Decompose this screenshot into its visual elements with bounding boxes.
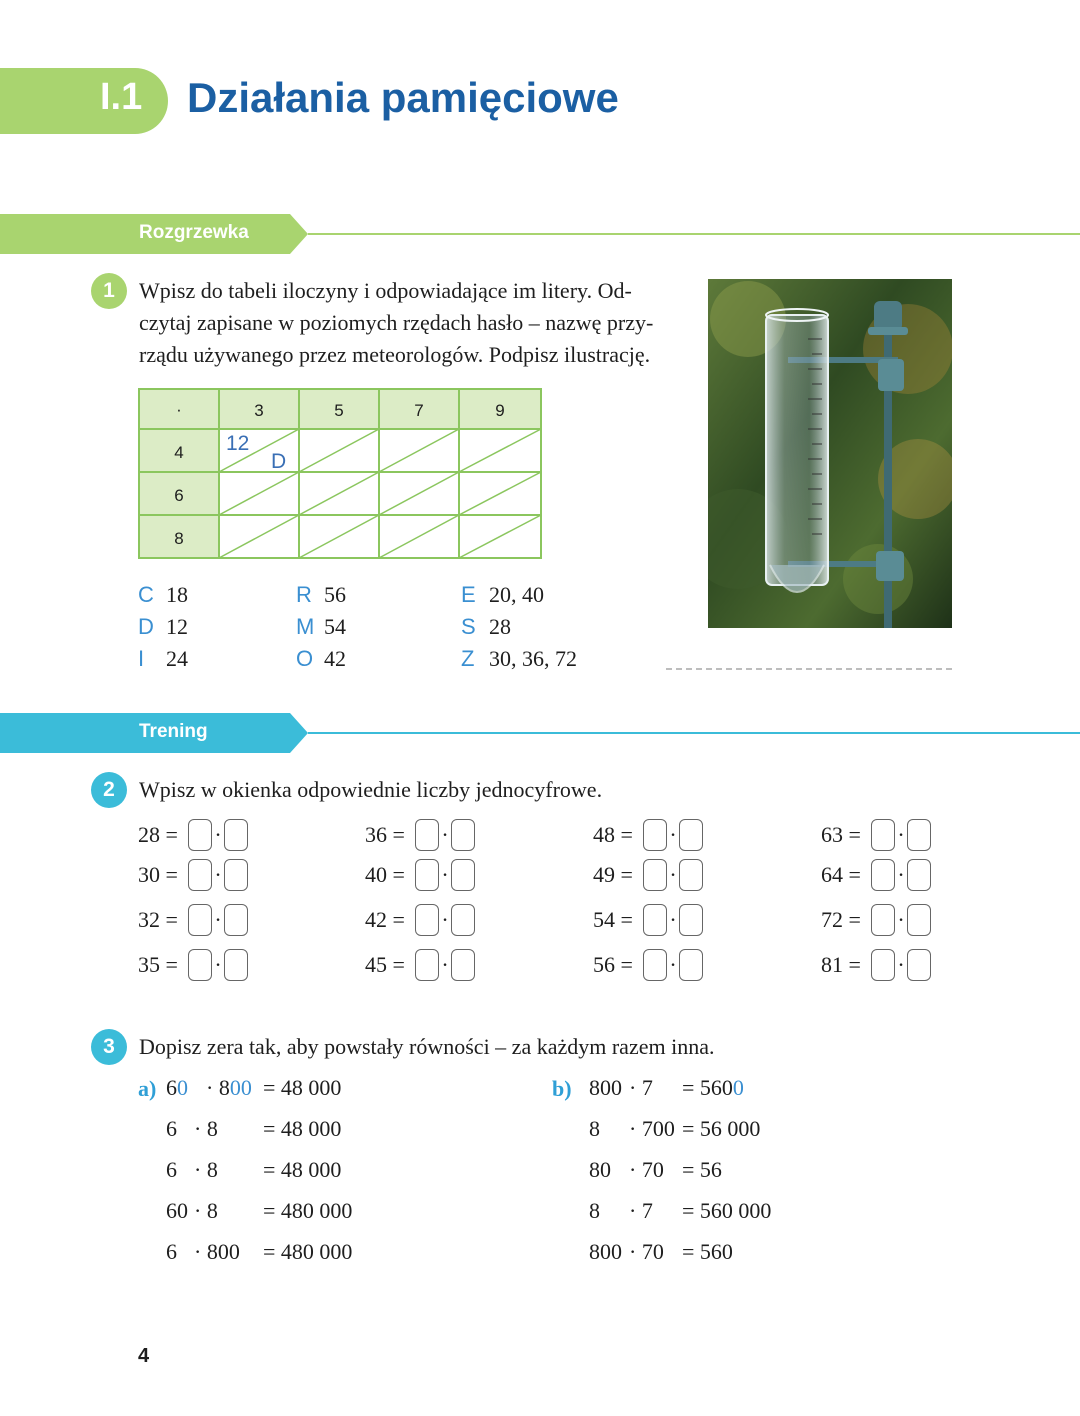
table-example-letter: D — [271, 450, 287, 473]
warmup-label: Rozgrzewka — [139, 222, 249, 243]
equation-row: 60 · 8 = 480 000 — [166, 1198, 353, 1223]
result: = 48 000 — [263, 1157, 342, 1182]
part-b-rows — [589, 1075, 771, 1280]
answer-box[interactable] — [907, 859, 931, 891]
product-value: 30 = — [138, 862, 178, 887]
table-row-header: 8 — [174, 529, 184, 548]
factor: 8 — [206, 1157, 218, 1182]
exercise-1-line: Wpisz do tabeli iloczyny i odpowiadające im litery. Od- — [139, 278, 632, 303]
factor: 70 — [641, 1239, 664, 1264]
answer-box[interactable] — [188, 819, 212, 851]
product-value: 81 = — [821, 952, 861, 977]
legend-column — [138, 582, 188, 678]
filled-zeros: 00 — [229, 1075, 252, 1100]
answer-box[interactable] — [188, 859, 212, 891]
multiply-dot: · — [897, 907, 905, 932]
exercise-3-text: Dopisz zera tak, aby powstały równości – za każdym razem inna. — [139, 1034, 715, 1059]
answer-box[interactable] — [907, 949, 931, 981]
legend-value: 42 — [324, 646, 346, 671]
multiply-dot: · — [214, 822, 222, 847]
product-value: 36 = — [365, 822, 405, 847]
product-value: 40 = — [365, 862, 405, 887]
answer-box[interactable] — [643, 904, 667, 936]
factor: 8 — [589, 1198, 600, 1223]
section-number-chip — [0, 68, 168, 134]
page-number: 4 — [138, 1345, 150, 1367]
multiply-dot: · — [897, 862, 905, 887]
part-a-rows — [166, 1075, 352, 1280]
legend-value: 30, 36, 72 — [489, 646, 577, 671]
multiply-dot: · — [669, 952, 677, 977]
equation-row: 800 · 70 = 560 — [589, 1239, 733, 1264]
result: = 48 000 — [263, 1075, 342, 1100]
factor: 8 — [218, 1075, 230, 1100]
answer-line[interactable] — [666, 668, 952, 670]
factor-column — [365, 815, 475, 985]
result: = 560 — [682, 1239, 733, 1264]
multiply-dot: · — [441, 822, 449, 847]
factor: 800 — [589, 1075, 622, 1100]
legend-letter: M — [296, 614, 315, 639]
page-title: Działania pamięciowe — [187, 74, 619, 121]
factor: 800 — [589, 1239, 622, 1264]
factor: 60 — [166, 1198, 188, 1223]
multiply-dot: · — [897, 822, 905, 847]
table-row-header: 4 — [174, 443, 184, 462]
factor: 6 — [166, 1075, 177, 1100]
answer-box[interactable] — [643, 859, 667, 891]
result: = 56 000 — [682, 1116, 761, 1141]
product-value: 42 = — [365, 907, 405, 932]
factor: 6 — [166, 1116, 177, 1141]
training-label: Trening — [139, 721, 208, 742]
product-value: 28 = — [138, 822, 178, 847]
factor: 6 — [166, 1157, 177, 1182]
answer-box[interactable] — [679, 904, 703, 936]
factor: 700 — [641, 1116, 675, 1141]
multiply-dot: · — [214, 952, 222, 977]
equation-row: 60 · 800 = 48 000 — [166, 1075, 342, 1100]
legend-value: 56 — [324, 582, 346, 607]
factor-column — [138, 815, 248, 985]
exercise-1-line: czytaj zapisane w poziomych rzędach hasło – nazwę przy- — [139, 310, 654, 335]
factor: 800 — [206, 1239, 240, 1264]
result: = 480 000 — [263, 1239, 353, 1264]
answer-box[interactable] — [643, 949, 667, 981]
section-number: I.1 — [100, 76, 143, 118]
factor: 6 — [166, 1239, 177, 1264]
answer-box[interactable] — [871, 819, 895, 851]
answer-box[interactable] — [415, 859, 439, 891]
table-col-header: 7 — [414, 401, 424, 420]
rain-gauge-photo — [708, 279, 952, 628]
multiply-dot: · — [441, 952, 449, 977]
factor: 7 — [641, 1198, 653, 1223]
factor-column — [593, 815, 703, 985]
multiplication-table — [138, 388, 542, 559]
table-corner: · — [176, 400, 182, 419]
answer-box[interactable] — [679, 949, 703, 981]
legend-value: 18 — [166, 582, 188, 607]
result: = 56 — [682, 1157, 722, 1182]
answer-box[interactable] — [451, 859, 475, 891]
multiply-dot: · — [897, 952, 905, 977]
product-value: 45 = — [365, 952, 405, 977]
factor: 8 — [206, 1198, 218, 1223]
product-value: 48 = — [593, 822, 633, 847]
table-example-value: 12 — [226, 432, 250, 455]
filled-zeros: 0 — [177, 1075, 188, 1100]
answer-box[interactable] — [907, 904, 931, 936]
multiply-dot: · — [214, 907, 222, 932]
product-value: 32 = — [138, 907, 178, 932]
factor-column — [821, 815, 931, 985]
exercise-1-line: rządu używanego przez meteorologów. Podpisz ilustrację. — [139, 342, 651, 367]
legend-letter: R — [296, 582, 312, 607]
multiply-dot: · — [669, 822, 677, 847]
equation-row: 8 · 700 = 56 000 — [589, 1116, 761, 1141]
result: = 48 000 — [263, 1116, 342, 1141]
multiply-dot: · — [441, 862, 449, 887]
legend-column — [296, 582, 346, 678]
multiply-dot: · — [441, 907, 449, 932]
legend-value: 24 — [166, 646, 188, 671]
legend-value: 54 — [324, 614, 346, 639]
multiply-dot: · — [214, 862, 222, 887]
legend-letter: C — [138, 582, 154, 607]
answer-box[interactable] — [451, 949, 475, 981]
answer-box[interactable] — [224, 859, 248, 891]
answer-box[interactable] — [643, 819, 667, 851]
legend-letter: Z — [461, 646, 475, 671]
legend-column — [461, 582, 577, 678]
legend-value: 12 — [166, 614, 188, 639]
factor: 7 — [641, 1075, 653, 1100]
table-col-header: 5 — [334, 401, 344, 420]
result: = 560 000 — [682, 1198, 772, 1223]
legend-letter: D — [138, 614, 154, 639]
answer-box[interactable] — [679, 819, 703, 851]
result: = 560 — [682, 1075, 733, 1100]
answer-box[interactable] — [224, 949, 248, 981]
product-value: 64 = — [821, 862, 861, 887]
answer-box[interactable] — [188, 904, 212, 936]
answer-box[interactable] — [224, 904, 248, 936]
answer-box[interactable] — [679, 859, 703, 891]
exercise-1-number: 1 — [91, 273, 127, 309]
result: = 480 000 — [263, 1198, 353, 1223]
legend-letter: S — [461, 614, 476, 639]
answer-box[interactable] — [415, 949, 439, 981]
product-value: 35 = — [138, 952, 178, 977]
equation-row: 6 · 8 = 48 000 — [166, 1157, 342, 1182]
legend-letter: E — [461, 582, 476, 607]
legend-value: 28 — [489, 614, 511, 639]
answer-box[interactable] — [224, 819, 248, 851]
equation-row: 80 · 70 = 56 — [589, 1157, 722, 1182]
answer-box[interactable] — [907, 819, 931, 851]
factor: 8 — [589, 1116, 600, 1141]
product-value: 72 = — [821, 907, 861, 932]
equation-row: 6 · 800 = 480 000 — [166, 1239, 353, 1264]
legend-value: 20, 40 — [489, 582, 544, 607]
factor: 70 — [641, 1157, 664, 1182]
answer-box[interactable] — [451, 819, 475, 851]
exercise-2-text: Wpisz w okienka odpowiednie liczby jednocyfrowe. — [139, 777, 603, 802]
part-b-label: b) — [552, 1076, 572, 1101]
exercise-1-text — [139, 275, 699, 371]
answer-box[interactable] — [415, 904, 439, 936]
legend-letter: O — [296, 646, 314, 671]
exercise-2-number: 2 — [91, 772, 127, 808]
multiply-dot: · — [669, 907, 677, 932]
legend-letter: I — [138, 646, 145, 671]
answer-box[interactable] — [451, 904, 475, 936]
part-a-label: a) — [138, 1076, 157, 1101]
factor: 80 — [589, 1157, 611, 1182]
equation-row: 6 · 8 = 48 000 — [166, 1116, 342, 1141]
table-col-header: 3 — [254, 401, 264, 420]
answer-box[interactable] — [871, 859, 895, 891]
product-value: 56 = — [593, 952, 633, 977]
multiply-dot: · — [669, 862, 677, 887]
answer-box[interactable] — [188, 949, 212, 981]
product-value: 63 = — [821, 822, 861, 847]
filled-zeros: 0 — [732, 1075, 744, 1100]
factor: 8 — [206, 1116, 218, 1141]
table-row-header: 6 — [174, 486, 184, 505]
table-col-header: 9 — [495, 401, 505, 420]
product-value: 49 = — [593, 862, 633, 887]
product-value: 54 = — [593, 907, 633, 932]
answer-box[interactable] — [415, 819, 439, 851]
answer-box[interactable] — [871, 904, 895, 936]
equation-row: 800 · 7 = 5600 — [589, 1075, 744, 1100]
answer-box[interactable] — [871, 949, 895, 981]
equation-row: 8 · 7 = 560 000 — [589, 1198, 772, 1223]
exercise-3-number: 3 — [91, 1029, 127, 1065]
